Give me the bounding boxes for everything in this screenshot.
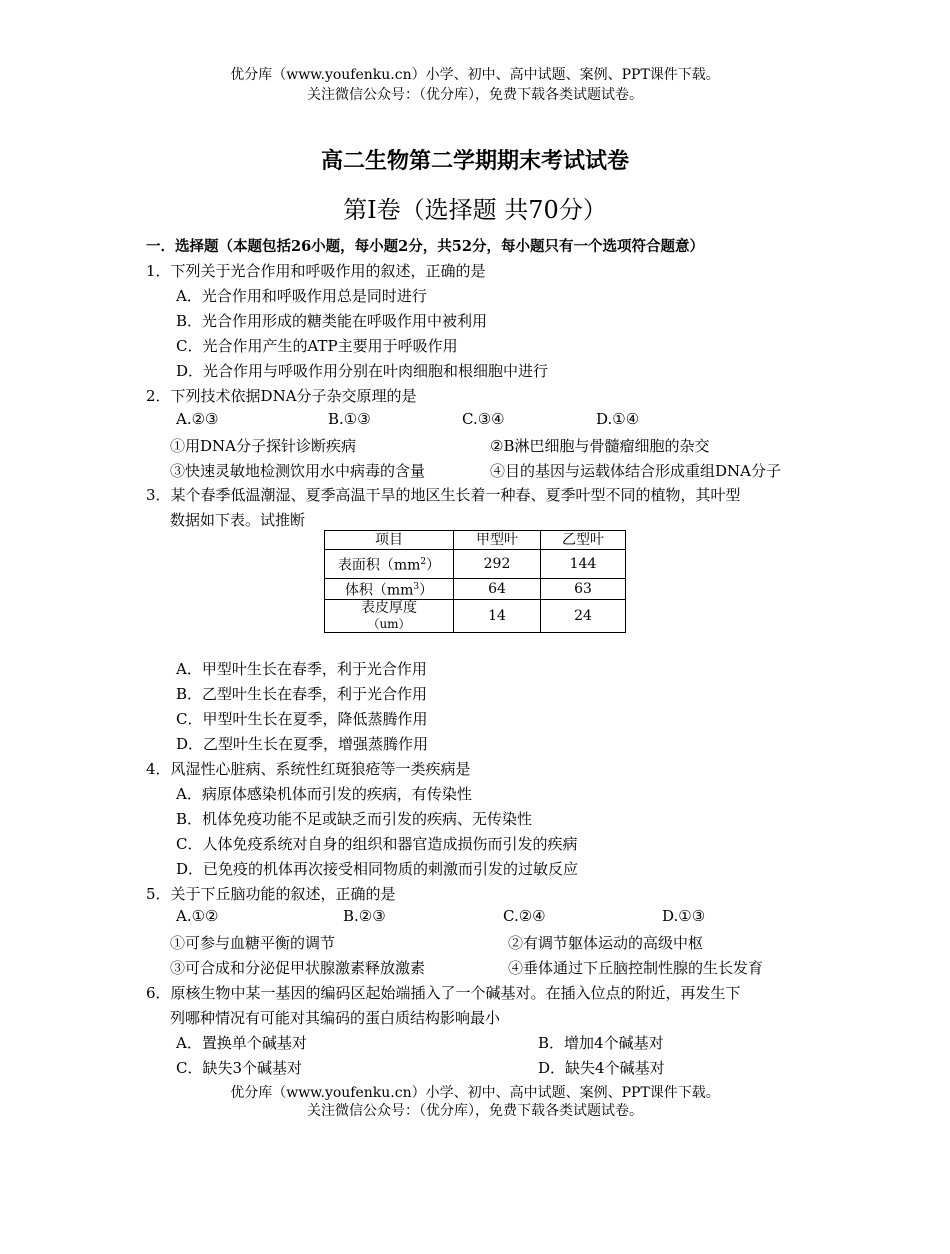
q2-option-b: B.①③ bbox=[328, 410, 371, 428]
q3-stem-line-1: 3．某个春季低温潮湿、夏季高温干旱的地区生长着一种春、夏季叶型不同的植物，其叶型 bbox=[146, 486, 741, 504]
table-row bbox=[325, 599, 626, 632]
q4-option-d: D．已免疫的机体再次接受相同物质的刺激而引发的过敏反应 bbox=[176, 860, 579, 878]
q2-note-3: ③快速灵敏地检测饮用水中病毒的含量 bbox=[170, 462, 426, 480]
table-cell: 24 bbox=[541, 599, 626, 632]
q5-note-2: ②有调节躯体运动的高级中枢 bbox=[508, 934, 704, 952]
q6-option-c: C．缺失3个碱基对 bbox=[176, 1059, 303, 1077]
q3-option-a: A．甲型叶生长在春季，利于光合作用 bbox=[176, 660, 427, 678]
q1-option-d: D．光合作用与呼吸作用分别在叶肉细胞和根细胞中进行 bbox=[176, 362, 549, 380]
q1-stem: 1．下列关于光合作用和呼吸作用的叙述，正确的是 bbox=[146, 262, 486, 280]
table-header-cell: 甲型叶 bbox=[454, 531, 541, 550]
q3-option-c: C．甲型叶生长在夏季，降低蒸腾作用 bbox=[176, 710, 428, 728]
q1-option-b: B．光合作用形成的糖类能在呼吸作用中被利用 bbox=[176, 312, 488, 330]
table-row-label: 表皮厚度 （um） bbox=[325, 599, 454, 632]
q1-option-a: A．光合作用和呼吸作用总是同时进行 bbox=[176, 287, 427, 305]
q3-stem-line-2: 数据如下表。试推断 bbox=[170, 511, 306, 529]
q5-note-4: ④垂体通过下丘脑控制性腺的生长发育 bbox=[508, 959, 764, 977]
q6-option-b: B．增加4个碱基对 bbox=[538, 1034, 664, 1052]
table-cell: 292 bbox=[454, 550, 541, 579]
q5-stem: 5．关于下丘脑功能的叙述，正确的是 bbox=[146, 885, 396, 903]
table-row-label: 表面积$(mm^2)$ bbox=[325, 550, 454, 579]
q3-option-d: D．乙型叶生长在夏季，增强蒸腾作用 bbox=[176, 735, 429, 753]
header-line-1: 优分库（www.youfenku.cn）小学、初中、高中试题、案例、PPT课件下载。 bbox=[230, 67, 720, 83]
q2-note-1: ①用DNA分子探针诊断疾病 bbox=[170, 437, 356, 455]
leaf-data-table bbox=[324, 530, 626, 633]
page-subtitle: 第Ⅰ卷（选择题 共70分） bbox=[343, 196, 607, 224]
table-row bbox=[325, 550, 626, 579]
q2-stem: 2．下列技术依据DNA分子杂交原理的是 bbox=[146, 387, 417, 405]
q5-option-c: C.②④ bbox=[503, 907, 546, 925]
q3-option-b: B．乙型叶生长在春季，利于光合作用 bbox=[176, 685, 428, 703]
q1-option-c: C．光合作用产生的ATP主要用于呼吸作用 bbox=[176, 337, 458, 355]
footer-line-2: 关注微信公众号：（优分库），免费下载各类试题试卷。 bbox=[307, 1103, 643, 1119]
table-cell: 14 bbox=[454, 599, 541, 632]
q5-note-1: ①可参与血糖平衡的调节 bbox=[170, 934, 336, 952]
q6-option-d: D．缺失4个碱基对 bbox=[538, 1059, 665, 1077]
q5-option-d: D.①③ bbox=[662, 907, 706, 925]
q2-note-4: ④目的基因与运载体结合形成重组DNA分子 bbox=[490, 462, 781, 480]
q4-stem: 4．风湿性心脏病、系统性红斑狼疮等一类疾病是 bbox=[146, 760, 471, 778]
table-row-label: 体积$(mm^3)$ bbox=[325, 579, 454, 600]
q6-option-a: A．置换单个碱基对 bbox=[176, 1034, 307, 1052]
q2-option-c: C.③④ bbox=[462, 410, 505, 428]
footer-line-1: 优分库（www.youfenku.cn）小学、初中、高中试题、案例、PPT课件下载。 bbox=[230, 1085, 720, 1101]
table-cell: 144 bbox=[541, 550, 626, 579]
q2-option-a: A.②③ bbox=[176, 410, 219, 428]
q6-stem-line-1: 6．原核生物中某一基因的编码区起始端插入了一个碱基对。在插入位点的附近，再发生下 bbox=[146, 984, 741, 1002]
q5-option-a: A.①② bbox=[176, 907, 219, 925]
q2-option-d: D.①④ bbox=[596, 410, 640, 428]
q5-option-b: B.②③ bbox=[343, 907, 386, 925]
q4-option-a: A．病原体感染机体而引发的疾病，有传染性 bbox=[176, 785, 472, 803]
q5-note-3: ③可合成和分泌促甲状腺激素释放激素 bbox=[170, 959, 426, 977]
table-header-cell: 项目 bbox=[325, 531, 454, 550]
table-header-row bbox=[325, 531, 626, 550]
section-heading: 一．选择题（本题包括26小题，每小题2分，共52分，每小题只有一个选项符合题意） bbox=[146, 238, 704, 255]
q4-option-c: C．人体免疫系统对自身的组织和器官造成损伤而引发的疾病 bbox=[176, 835, 578, 853]
q6-stem-line-2: 列哪种情况有可能对其编码的蛋白质结构影响最小 bbox=[170, 1009, 501, 1027]
q2-note-2: ②B淋巴细胞与骨髓瘤细胞的杂交 bbox=[490, 437, 710, 455]
table-cell: 63 bbox=[541, 579, 626, 600]
page-title: 高二生物第二学期期末考试试卷 bbox=[320, 148, 629, 174]
table-cell: 64 bbox=[454, 579, 541, 600]
table-row bbox=[325, 579, 626, 600]
table-header-cell: 乙型叶 bbox=[541, 531, 626, 550]
header-line-2: 关注微信公众号：（优分库），免费下载各类试题试卷。 bbox=[307, 87, 643, 103]
q4-option-b: B．机体免疫功能不足或缺乏而引发的疾病、无传染性 bbox=[176, 810, 533, 828]
